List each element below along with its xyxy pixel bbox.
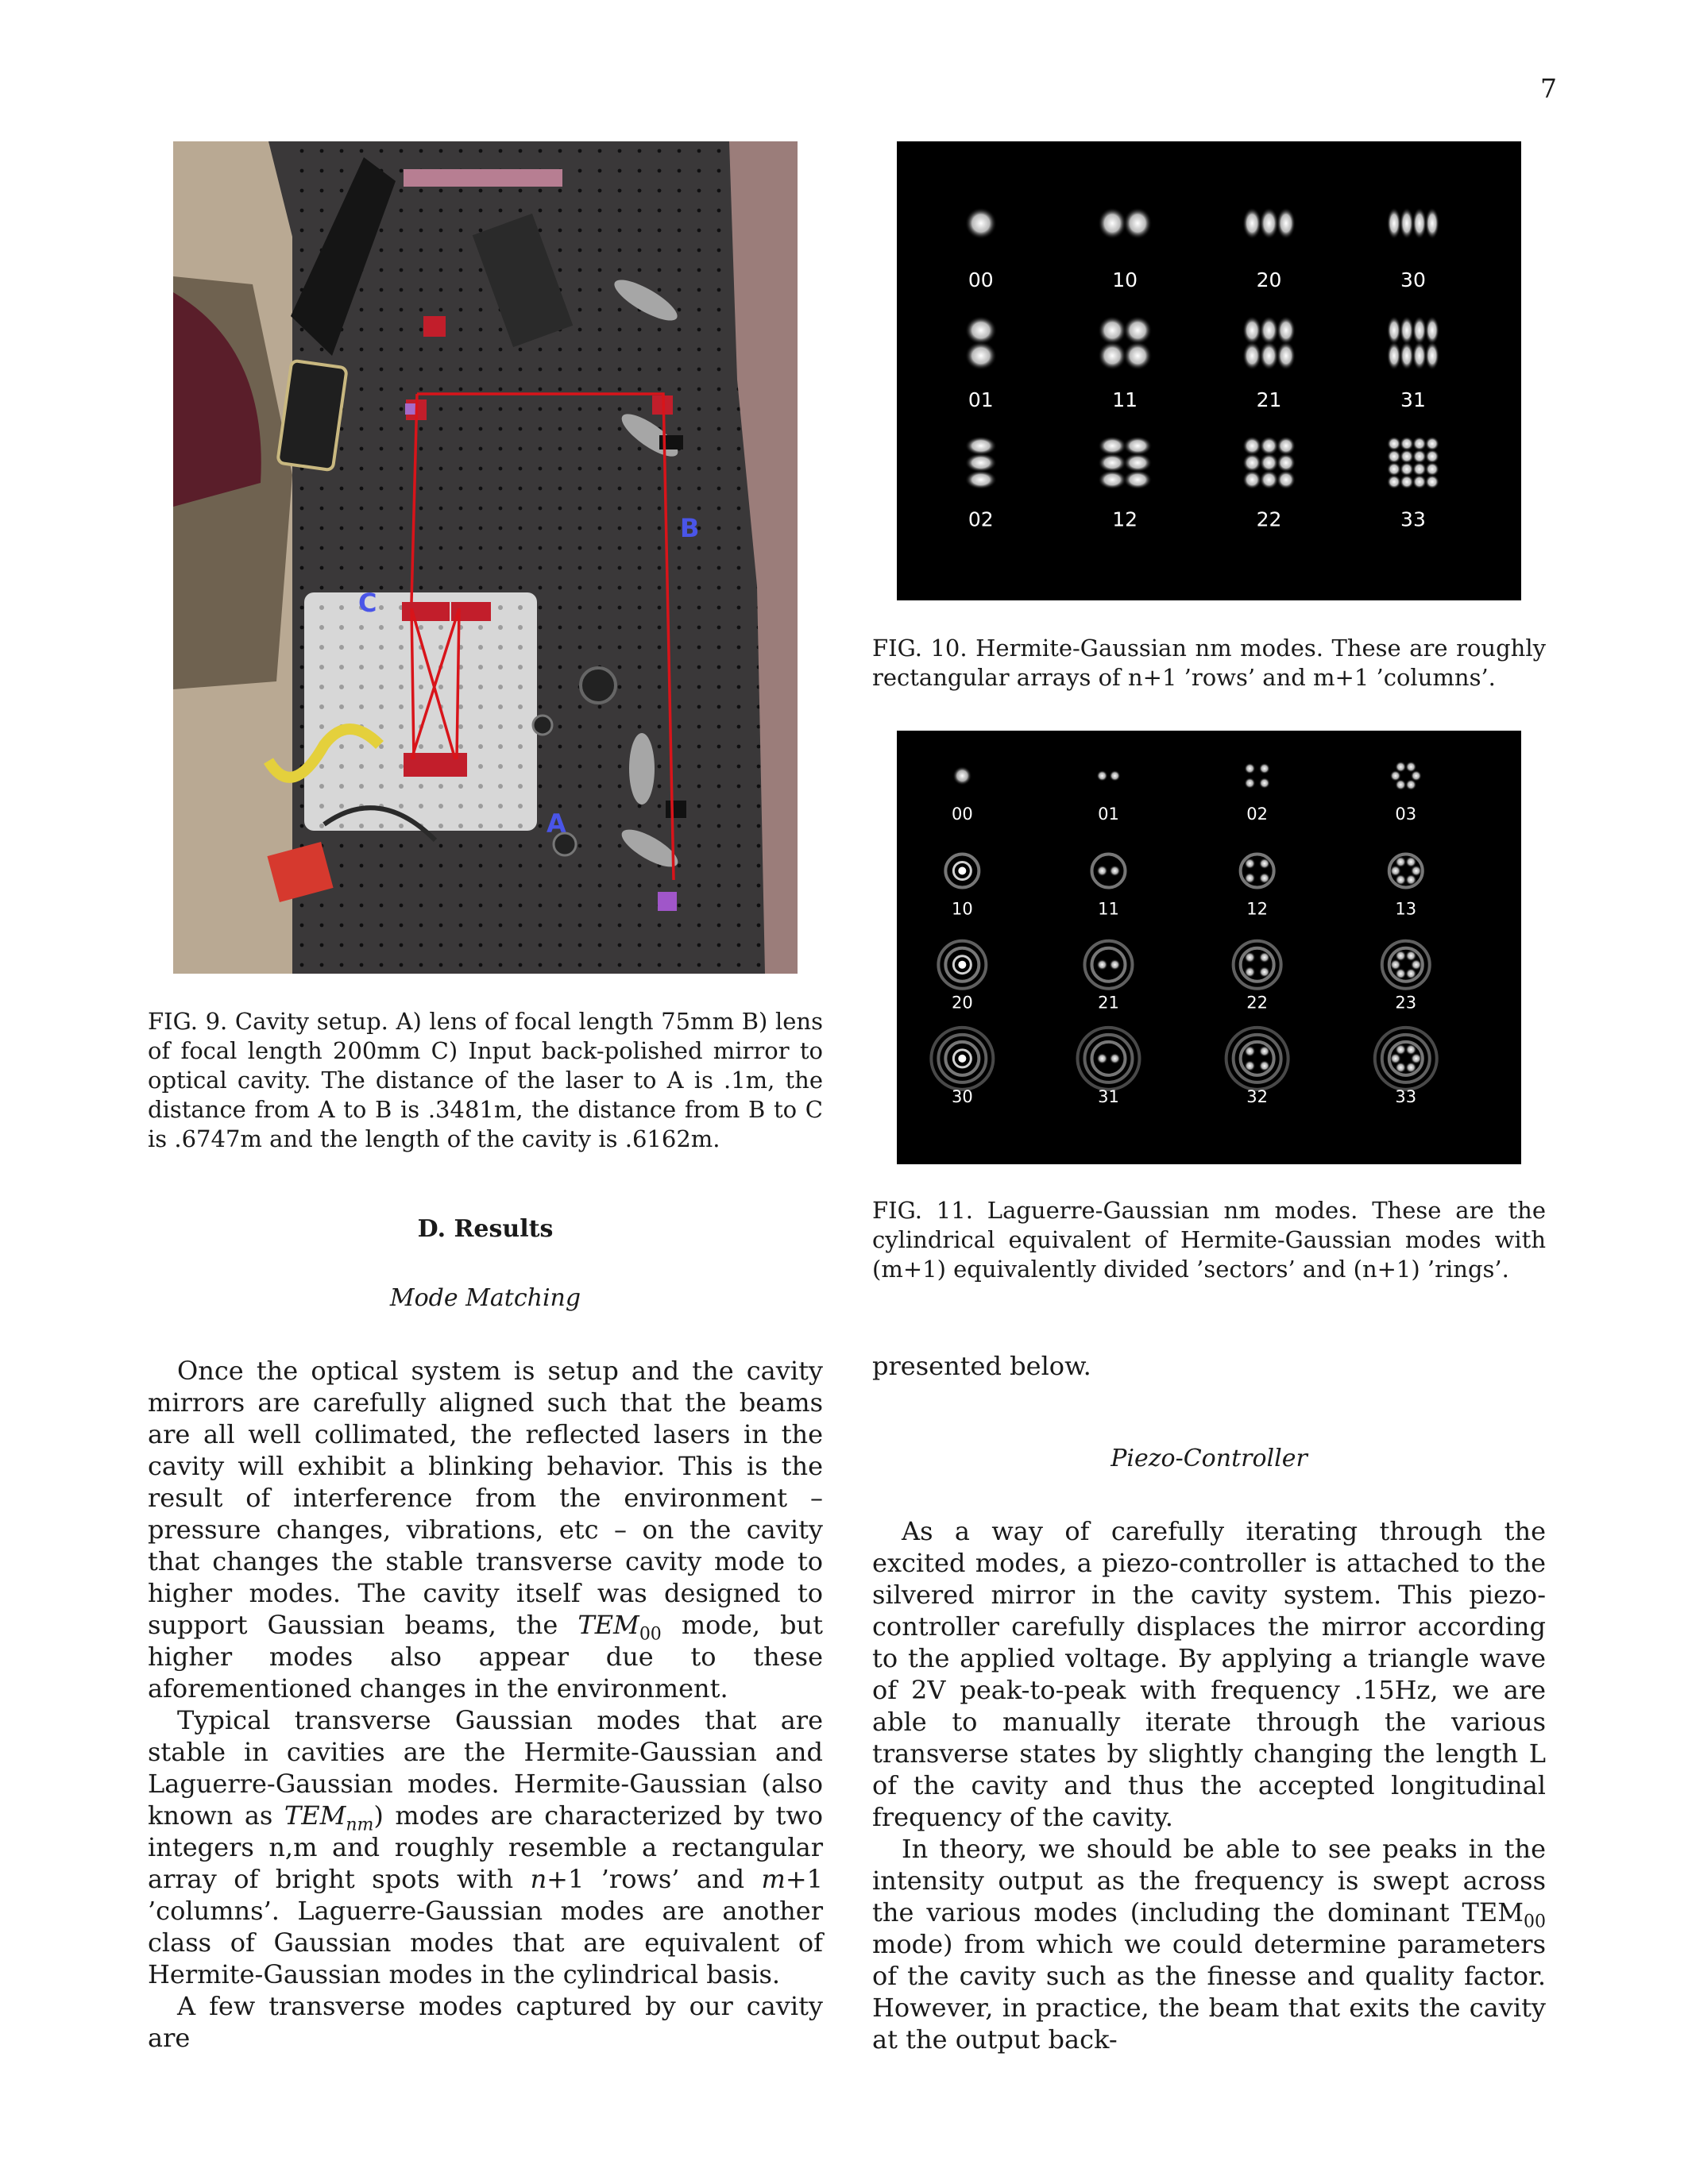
hg-mode-20 <box>1242 207 1296 291</box>
lg-mode-21 <box>1084 941 1132 1013</box>
lg-mode-10 <box>945 855 979 919</box>
hg-mode-label: 12 <box>1112 507 1138 531</box>
lg-mode-01 <box>1096 770 1120 824</box>
lg-mode-label: 22 <box>1246 993 1269 1013</box>
left-column-body <box>148 1355 823 2054</box>
hg-mode-label: 21 <box>1256 388 1282 411</box>
paragraph: A few transverse modes captured by our cavity are <box>148 1991 823 2053</box>
hg-mode-label: 01 <box>968 388 994 411</box>
cavity-setup-illustration <box>173 141 798 974</box>
fig10-caption: FIG. 10. Hermite-Gaussian nm modes. These are roughly rectangular arrays of n+1 ’rows’ and m+1 ’columns’. <box>872 635 1546 691</box>
hg-mode-33 <box>1387 437 1439 531</box>
hermite-gaussian-modes-figure <box>897 141 1521 600</box>
paragraph: In theory, we should be able to see peaks in the intensity output as the frequency is swept across the various modes (including the dominant $TEM_{00}$ mode) from which we could determine parameters of the cavity such as the finesse and quality factor. However, in practice, the beam that exits the cavity at the output back- <box>872 1834 1546 2055</box>
lg-mode-23 <box>1382 941 1430 1013</box>
hg-mode-label: 22 <box>1256 507 1282 531</box>
lg-mode-label: 10 <box>951 899 973 919</box>
lg-mode-label: 03 <box>1395 804 1417 824</box>
lg-mode-11 <box>1091 855 1125 919</box>
section-title: D. Results <box>417 1215 554 1243</box>
paragraph: Once the optical system is setup and the cavity mirrors are carefully aligned such that the beams are all well collimated, the reflected lasers in the cavity will exhibit a blinking behavior. This is the result of interference from the environment – pressure changes, vibrations, etc – on the cavity that changes the stable transverse cavity mode to higher modes. The cavity itself was designed to support Gaussian beams, the $TEM_{00}$ mode, but higher modes also appear due to these aforementioned changes in the environment. <box>148 1356 823 1704</box>
fig9-caption: FIG. 9. Cavity setup. A) lens of focal length 75mm B) lens of focal length 200mm C) Input back-polished mirror to optical cavity. The distance of the laser to A is .1m, the distance from A to B is .3481m, the distance from B to C is .6747m and the length of the cavity is .6162m. <box>148 1008 823 1152</box>
hg-mode-label: 30 <box>1400 268 1426 292</box>
fig11-caption: FIG. 11. Laguerre-Gaussian nm modes. These are the cylindrical equivalent of Hermite-Gaussian modes with (m+1) equivalently divided ’sectors’ and (n+1) ’rings’. <box>872 1197 1546 1283</box>
hg-mode-label: 10 <box>1112 268 1138 292</box>
lg-mode-30 <box>931 1028 993 1106</box>
hg-mode-10 <box>1098 207 1152 291</box>
cavity-setup-photo <box>173 141 798 974</box>
subsection-piezo-controller: Piezo-Controller <box>1111 1445 1308 1472</box>
lg-mode-22 <box>1234 941 1281 1013</box>
hg-mode-label: 11 <box>1112 388 1138 411</box>
hg-mode-22 <box>1242 436 1296 531</box>
page-number: 7 <box>1540 73 1557 104</box>
hg-mode-label: 20 <box>1256 268 1282 292</box>
hg-mode-30 <box>1387 207 1439 291</box>
lg-mode-03 <box>1390 762 1422 824</box>
hg-mode-21 <box>1242 316 1296 411</box>
lg-mode-label: 11 <box>1098 899 1119 919</box>
hg-mode-00 <box>965 207 997 291</box>
lg-mode-33 <box>1375 1028 1437 1106</box>
lg-mode-label: 01 <box>1098 804 1119 824</box>
label-a: A <box>547 808 566 839</box>
lg-mode-12 <box>1241 855 1274 919</box>
right-column-intro <box>872 1350 1546 1382</box>
lg-mode-32 <box>1226 1028 1288 1106</box>
lg-mode-label: 00 <box>951 804 973 824</box>
lg-mode-00 <box>952 766 973 824</box>
paragraph: Typical transverse Gaussian modes that are stable in cavities are the Hermite-Gaussian and Laguerre-Gaussian modes. Hermite-Gaussian (also known as $TEM_{nm}$) modes are characterized by two integers n,m and roughly resemble a rectangular array of bright spots with n+1 ’rows’ and m+1 ’columns’. Laguerre-Gaussian modes are another class of Gaussian modes that are equivalent of Hermite-Gaussian modes in the cylindrical basis. <box>148 1705 824 1989</box>
label-c: C <box>358 588 377 618</box>
hg-mode-01 <box>965 316 997 411</box>
lg-mode-label: 23 <box>1395 993 1417 1013</box>
lg-mode-20 <box>938 941 986 1013</box>
lg-mode-label: 12 <box>1246 899 1269 919</box>
lg-mode-label: 30 <box>951 1086 973 1106</box>
subsection-mode-matching: Mode Matching <box>389 1284 581 1312</box>
paragraph: presented below. <box>872 1351 1091 1381</box>
hg-mode-label: 02 <box>968 507 994 531</box>
hg-mode-12 <box>1098 436 1152 531</box>
label-b: B <box>680 513 700 543</box>
hg-mode-label: 31 <box>1400 388 1426 411</box>
lg-mode-13 <box>1389 855 1423 919</box>
paragraph: As a way of carefully iterating through the excited modes, a piezo-controller is attached to the silvered mirror in the cavity system. This piezo-controller carefully displaces the mirror according to the applied voltage. By applying a triangle wave of 2V peak-to-peak with frequency .15Hz, we are able to manually iterate through the various transverse states by slightly changing the length L of the cavity and thus the accepted longitudinal frequency of the cavity. <box>872 1516 1546 1832</box>
lg-mode-label: 21 <box>1098 993 1119 1013</box>
right-column-body <box>872 1515 1546 2055</box>
lg-mode-label: 33 <box>1395 1086 1417 1106</box>
laguerre-gaussian-modes-figure <box>897 731 1521 1164</box>
hg-mode-11 <box>1098 316 1152 411</box>
hg-mode-label: 00 <box>968 268 994 292</box>
lg-mode-label: 32 <box>1246 1086 1269 1106</box>
lg-mode-label: 31 <box>1098 1086 1119 1106</box>
lg-mode-02 <box>1244 763 1269 824</box>
lg-mode-label: 13 <box>1395 899 1417 919</box>
hg-mode-02 <box>965 436 997 531</box>
hg-mode-31 <box>1387 316 1439 411</box>
lg-mode-label: 02 <box>1246 804 1269 824</box>
hg-mode-label: 33 <box>1400 507 1426 531</box>
lg-mode-label: 20 <box>951 993 973 1013</box>
lg-mode-31 <box>1077 1028 1139 1106</box>
